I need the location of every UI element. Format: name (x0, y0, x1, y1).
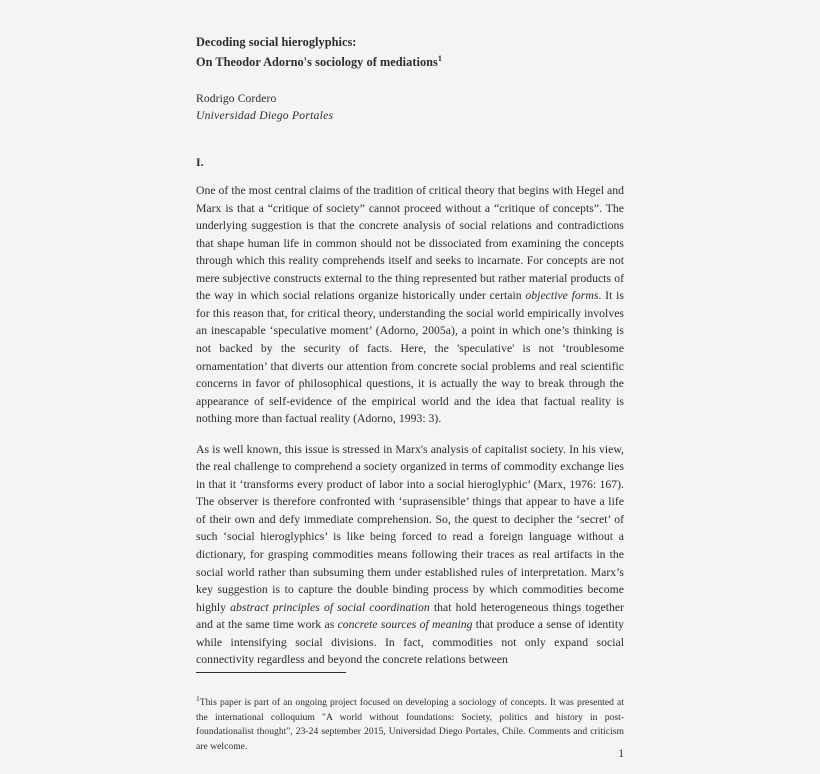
page-number: 1 (618, 748, 624, 760)
text-run-2: . It is for this reason that, for critical theory, understanding the social world empirically involves an inescapable ‘speculative moment’ (Adorno, 2005a), a point in which one’s thinking is not backed by the security of facts. Here, the 'speculative' is not ‘troublesome ornamentation’ that diverts our attention from concrete social problems and real scientific concerns in favor of philosophical questions, it is actually the way to break through the appearance of self-evidence of the empirical world and the idea that factual reality is nothing more than factual reality (Adorno, 1993: 3). (196, 289, 624, 426)
body-paragraph-1 (196, 182, 624, 428)
text-run-1: abstract principles of social coordination (230, 600, 430, 614)
body-paragraph-2 (196, 441, 624, 669)
text-run-1: objective forms (525, 289, 599, 303)
author-name: Rodrigo Cordero (196, 92, 277, 106)
author-block (196, 91, 624, 124)
footnote-text: This paper is part of an ongoing project focused on developing a sociology of concepts. It was presented at the international colloquium "A world without foundations: Society, politics and history in post-foundationalist thought", 23-24 september 2015, Universidad Diego Portales, Chile. Comments and criticism are welcome. (196, 697, 624, 752)
title-line-1: Decoding social hieroglyphics: (196, 35, 357, 49)
author-affiliation: Universidad Diego Portales (196, 108, 334, 122)
page-content (196, 34, 624, 669)
footnote-separator-rule (196, 672, 346, 673)
text-run-3: concrete sources of meaning (337, 618, 473, 632)
section-heading: I. (196, 155, 204, 170)
text-run-4: that produce a sense of identity while intensifying social divisions. In fact, commodities not only expand social connectivity regardless and beyond the concrete relations between (196, 618, 624, 667)
title-line-2 (196, 51, 624, 71)
text-run-0: As is well known, this issue is stressed in Marx's analysis of capitalist society. In his view, the real challenge to comprehend a society organized in terms of commodity exchange lies in that it ‘transforms every product of labor into a social hieroglyphic’ (Marx, 1976: 167). The observer is therefore confronted with ‘suprasensible’ things that appear to have a life of their own and defy immediate comprehension. So, the quest to decipher the ‘secret’ of such ‘social hieroglyphics’ is like being forced to read a foreign language without a dictionary, for grasping commodities means following their traces as real artifacts in the social world rather than subsuming them under established rules of interpretation. Marx’s key suggestion is to capture the double binding process by which commodities become highly (196, 442, 624, 614)
title-line-2-text: On Theodor Adorno's sociology of mediations (196, 54, 438, 69)
text-run-2: that hold heterogeneous things together and at the same time work as (196, 600, 624, 632)
text-run-0: One of the most central claims of the tradition of critical theory that begins with Hegel and Marx is that a “critique of society” cannot proceed without a “critique of concepts”. The underlying suggestion is that the concrete analysis of social relations and contradictions that shape human life in common should not be dissociated from examining the concepts through which this reality comprehends itself and seeks to incarnate. For concepts are not mere subjective constructs external to the thing represented but rather material products of the way in which social relations organize historically under certain (196, 184, 624, 303)
footnote-1 (196, 692, 624, 755)
document-title (196, 34, 624, 70)
footnote-number: 1 (196, 694, 200, 703)
title-footnote-marker: 1 (437, 53, 442, 63)
